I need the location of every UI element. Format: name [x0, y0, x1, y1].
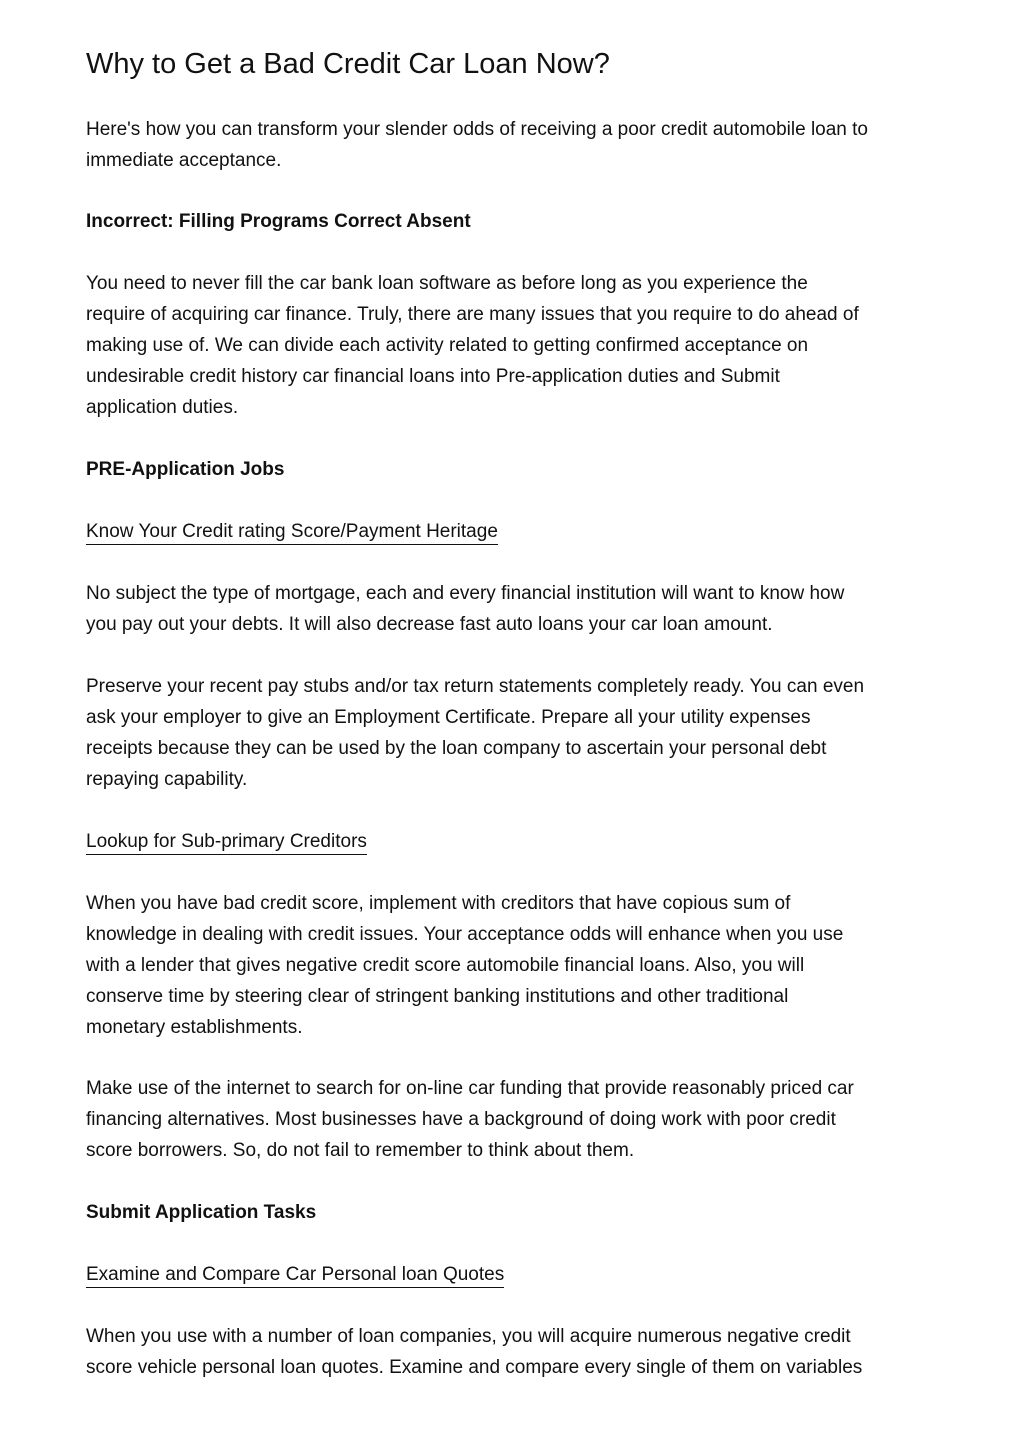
- paragraph-know-2: [86, 671, 946, 795]
- intro-line: immediate acceptance.: [86, 150, 282, 171]
- paragraph-incorrect: [86, 268, 946, 423]
- paragraph-line: conserve time by steering clear of stringent banking institutions and other traditional: [86, 986, 789, 1007]
- heading-incorrect: Incorrect: Filling Programs Correct Absent: [86, 211, 471, 232]
- paragraph-lookup-2: [86, 1073, 946, 1166]
- paragraph-line: score borrowers. So, do not fail to remember to think about them.: [86, 1140, 635, 1161]
- paragraph-know-1: [86, 578, 946, 640]
- paragraph-line: application duties.: [86, 397, 239, 418]
- paragraph-line: knowledge in dealing with credit issues. Your acceptance odds will enhance when you use: [86, 924, 844, 945]
- paragraph-line: When you use with a number of loan companies, you will acquire numerous negative credit: [86, 1326, 851, 1347]
- paragraph-line: financing alternatives. Most businesses have a background of doing work with poor credit: [86, 1109, 836, 1130]
- paragraph-line: you pay out your debts. It will also decrease fast auto loans your car loan amount.: [86, 614, 773, 635]
- subheading-know-credit-text: Know Your Credit rating Score/Payment Heritage: [86, 521, 498, 545]
- paragraph-line: When you have bad credit score, implement with creditors that have copious sum of: [86, 893, 791, 914]
- subheading-know-credit: [86, 516, 498, 547]
- intro-line: Here's how you can transform your slender odds of receiving a poor credit automobile loan to: [86, 119, 868, 140]
- paragraph-line: with a lender that gives negative credit score automobile financial loans. Also, you will: [86, 955, 805, 976]
- document-title: Why to Get a Bad Credit Car Loan Now?: [86, 48, 610, 80]
- paragraph-line: making use of. We can divide each activity related to getting confirmed acceptance on: [86, 335, 809, 356]
- subheading-examine-quotes: [86, 1259, 504, 1290]
- subheading-examine-quotes-text: Examine and Compare Car Personal loan Quotes: [86, 1264, 504, 1288]
- paragraph-line: Make use of the internet to search for on-line car funding that provide reasonably priced car: [86, 1078, 854, 1099]
- paragraph-line: You need to never fill the car bank loan software as before long as you experience the: [86, 273, 808, 294]
- paragraph-line: No subject the type of mortgage, each and every financial institution will want to know how: [86, 583, 845, 604]
- intro-paragraph: [86, 114, 946, 176]
- subheading-lookup-creditors: [86, 826, 367, 857]
- paragraph-line: monetary establishments.: [86, 1017, 303, 1038]
- paragraph-line: receipts because they can be used by the loan company to ascertain your personal debt: [86, 738, 827, 759]
- paragraph-lookup-1: [86, 888, 946, 1043]
- paragraph-line: repaying capability.: [86, 769, 248, 790]
- paragraph-examine: [86, 1321, 946, 1383]
- subheading-lookup-creditors-text: Lookup for Sub-primary Creditors: [86, 831, 367, 855]
- paragraph-line: ask your employer to give an Employment Certificate. Prepare all your utility expenses: [86, 707, 811, 728]
- paragraph-line: require of acquiring car finance. Truly, there are many issues that you require to do ahead of: [86, 304, 859, 325]
- heading-submit-application: Submit Application Tasks: [86, 1202, 317, 1223]
- paragraph-line: Preserve your recent pay stubs and/or tax return statements completely ready. You can even: [86, 676, 865, 697]
- paragraph-line: score vehicle personal loan quotes. Examine and compare every single of them on variables: [86, 1357, 863, 1378]
- heading-pre-application: PRE-Application Jobs: [86, 459, 285, 480]
- paragraph-line: undesirable credit history car financial loans into Pre-application duties and Submit: [86, 366, 780, 387]
